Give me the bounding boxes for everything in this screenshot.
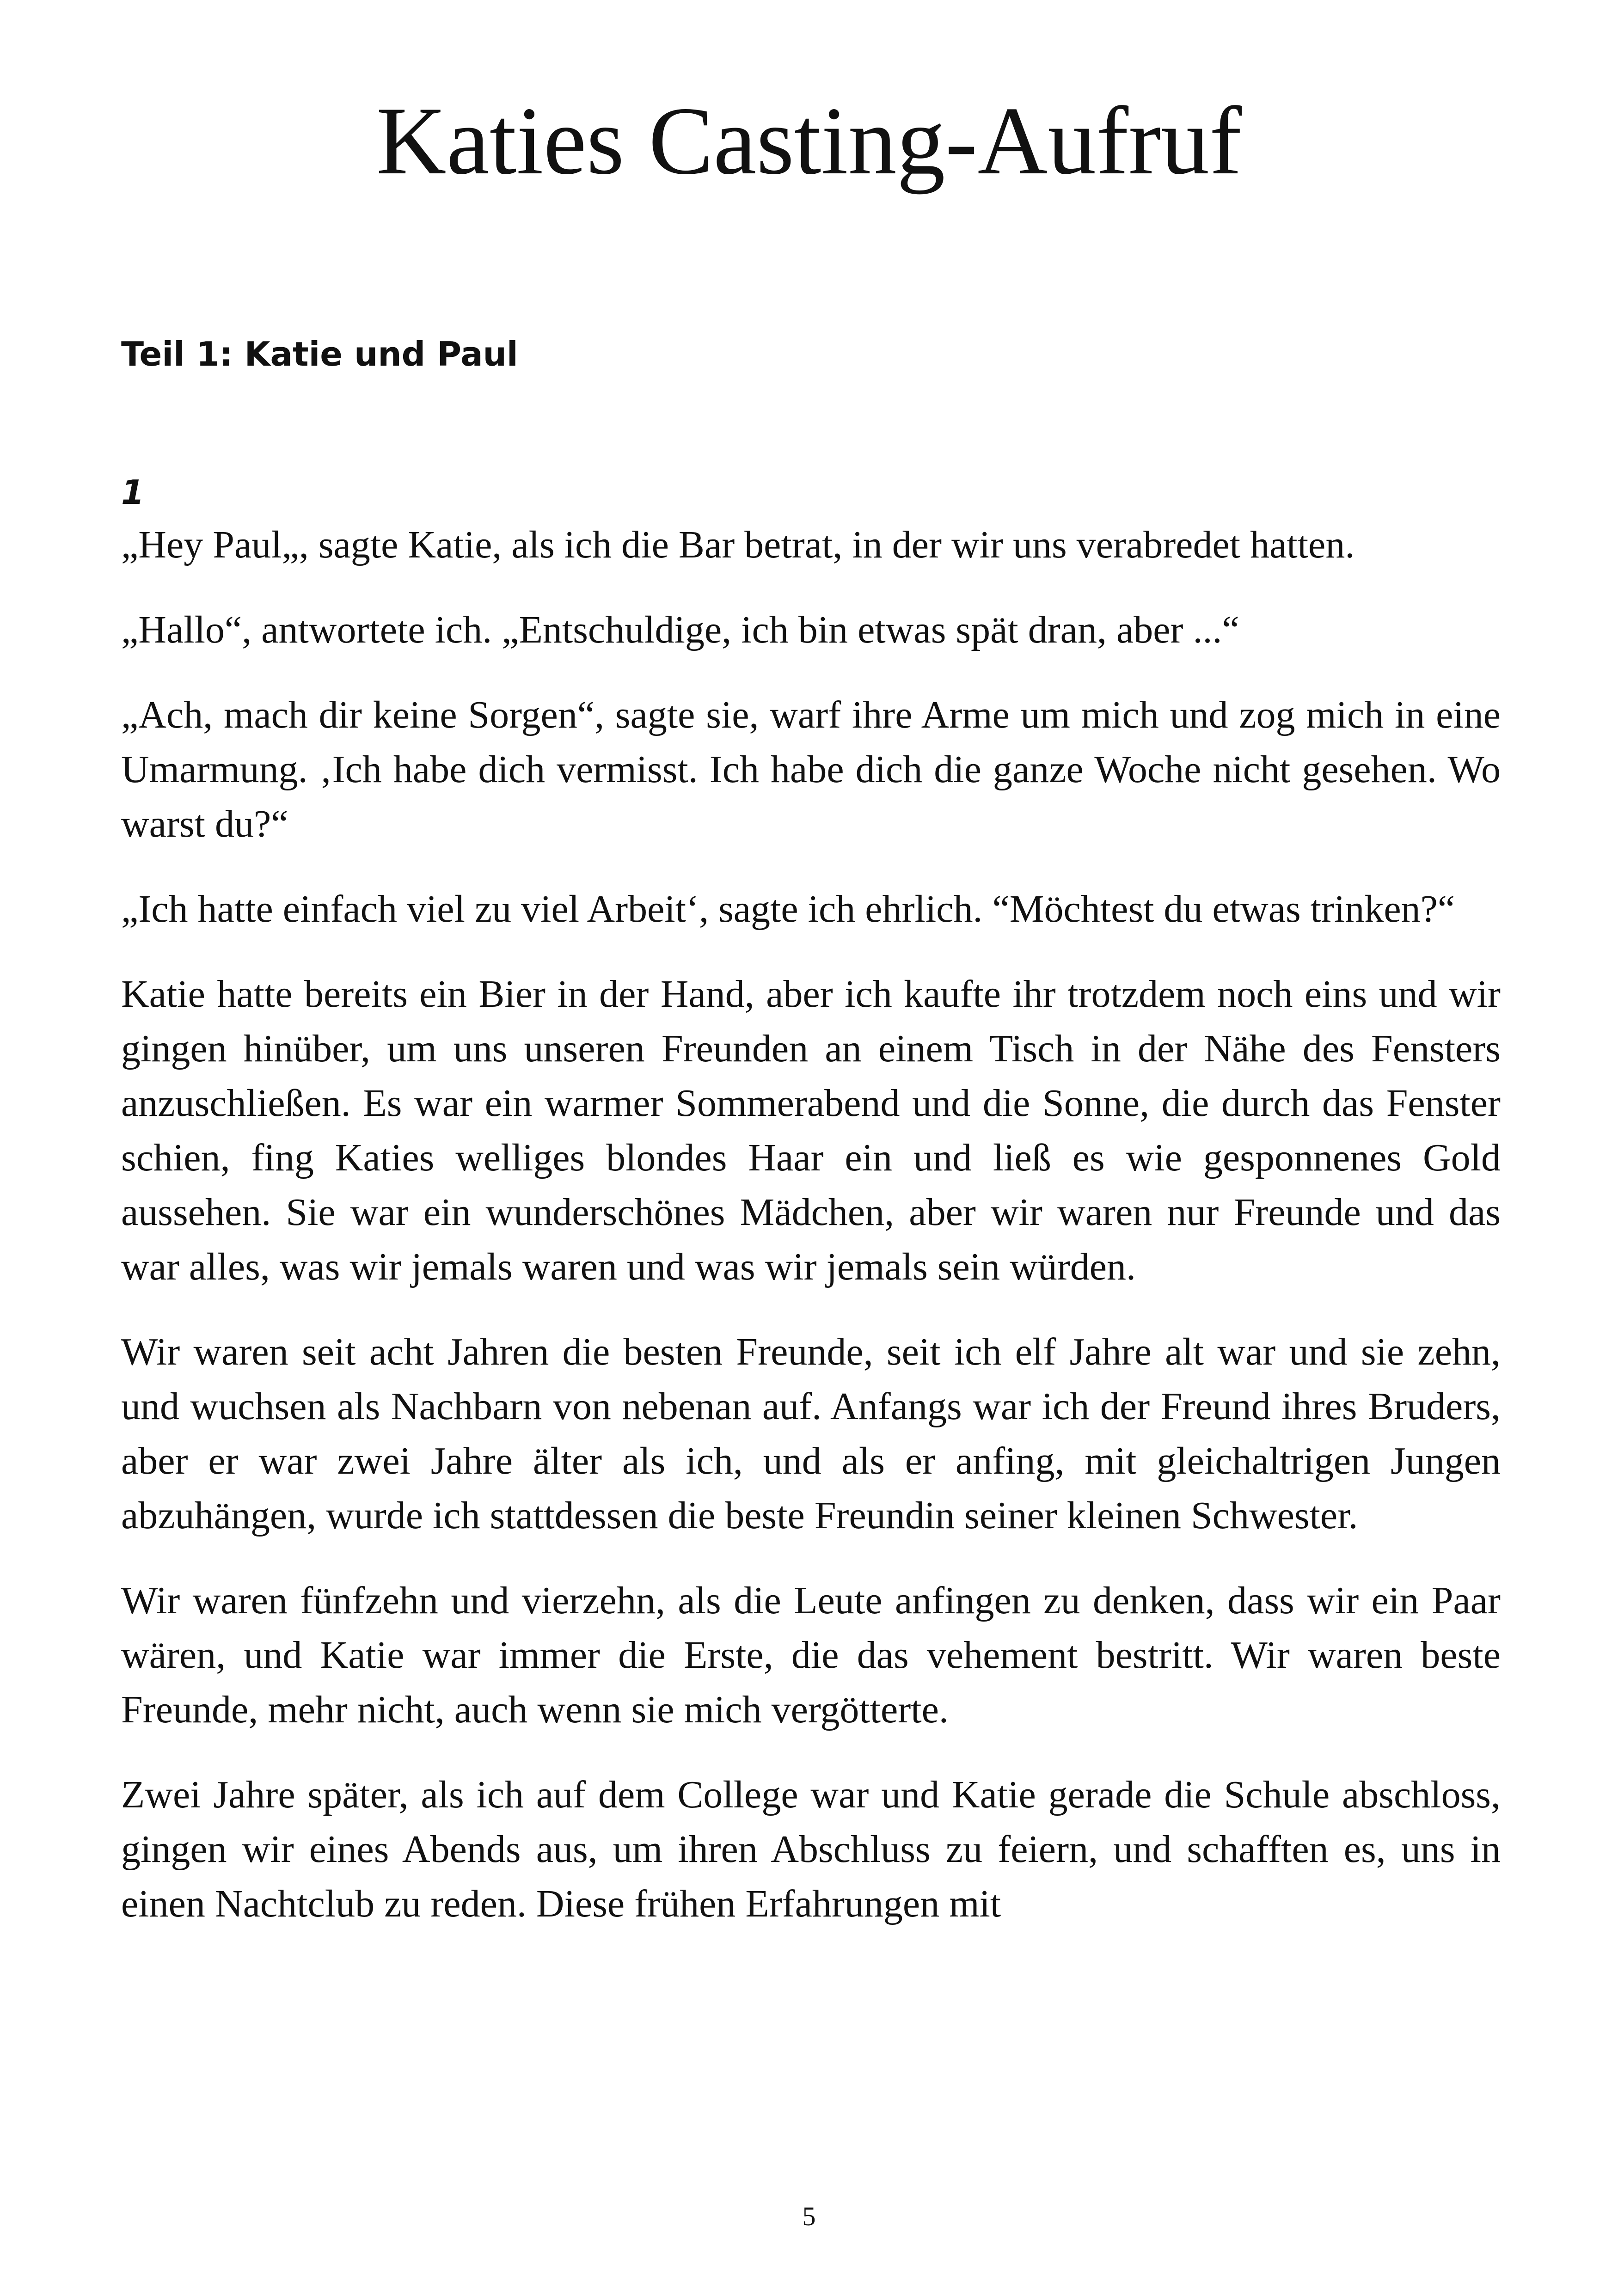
body-text (121, 518, 1501, 1962)
section-heading: Teil 1: Katie und Paul (121, 335, 518, 373)
document-title: Katies Casting-Aufruf (376, 87, 1242, 195)
paragraph: „Hallo“, antwortete ich. „Entschuldige, ich bin etwas spät dran, aber ...“ (121, 608, 1239, 651)
paragraph: Wir waren fünfzehn und vierzehn, als die Leute anfingen zu denken, dass wir ein Paar wären, und Katie war immer die Erste, die das vehement bestritt. Wir waren beste Freunde, mehr nicht, auch wenn sie mich vergötterte. (121, 1579, 1501, 1731)
page-number: 5 (802, 2201, 816, 2231)
paragraph: Katie hatte bereits ein Bier in der Hand, aber ich kaufte ihr trotzdem noch eins und wir gingen hinüber, um uns unseren Freunden an einem Tisch in der Nähe des Fensters anzuschließen. Es war ein warmer Sommerabend und die Sonne, die durch das Fenster schien, fing Katies welliges blondes Haar ein und ließ es wie gesponnenes Gold aussehen. Sie war ein wunderschönes Mädchen, aber wir waren nur Freunde und das war alles, was wir jemals waren und was wir jemals sein würden. (121, 973, 1501, 1288)
chapter-number: 1 (121, 473, 145, 512)
paragraph: „Hey Paul„, sagte Katie, als ich die Bar betrat, in der wir uns verabredet hatten. (121, 523, 1355, 566)
paragraph: Wir waren seit acht Jahren die besten Freunde, seit ich elf Jahre alt war und sie zehn, und wuchsen als Nachbarn von nebenan auf. Anfangs war ich der Freund ihres Bruders, aber er war zwei Jahre älter als ich, und als er anfing, mit gleichaltrigen Jungen abzuhängen, wurde ich stattdessen die beste Freundin seiner kleinen Schwester. (121, 1330, 1501, 1537)
paragraph: Zwei Jahre später, als ich auf dem College war und Katie gerade die Schule abschloss, gingen wir eines Abends aus, um ihren Abschluss zu feiern, und schafften es, uns in einen Nachtclub zu reden. Diese frühen Erfahrungen mit (121, 1773, 1501, 1925)
paragraph: „Ich hatte einfach viel zu viel Arbeit‘, sagte ich ehrlich. “Möchtest du etwas trinken?“ (121, 888, 1455, 931)
paragraph: „Ach, mach dir keine Sorgen“, sagte sie, warf ihre Arme um mich und zog mich in eine Umarmung. ‚Ich habe dich vermisst. Ich habe dich die ganze Woche nicht gesehen. Wo warst du?“ (121, 693, 1501, 845)
